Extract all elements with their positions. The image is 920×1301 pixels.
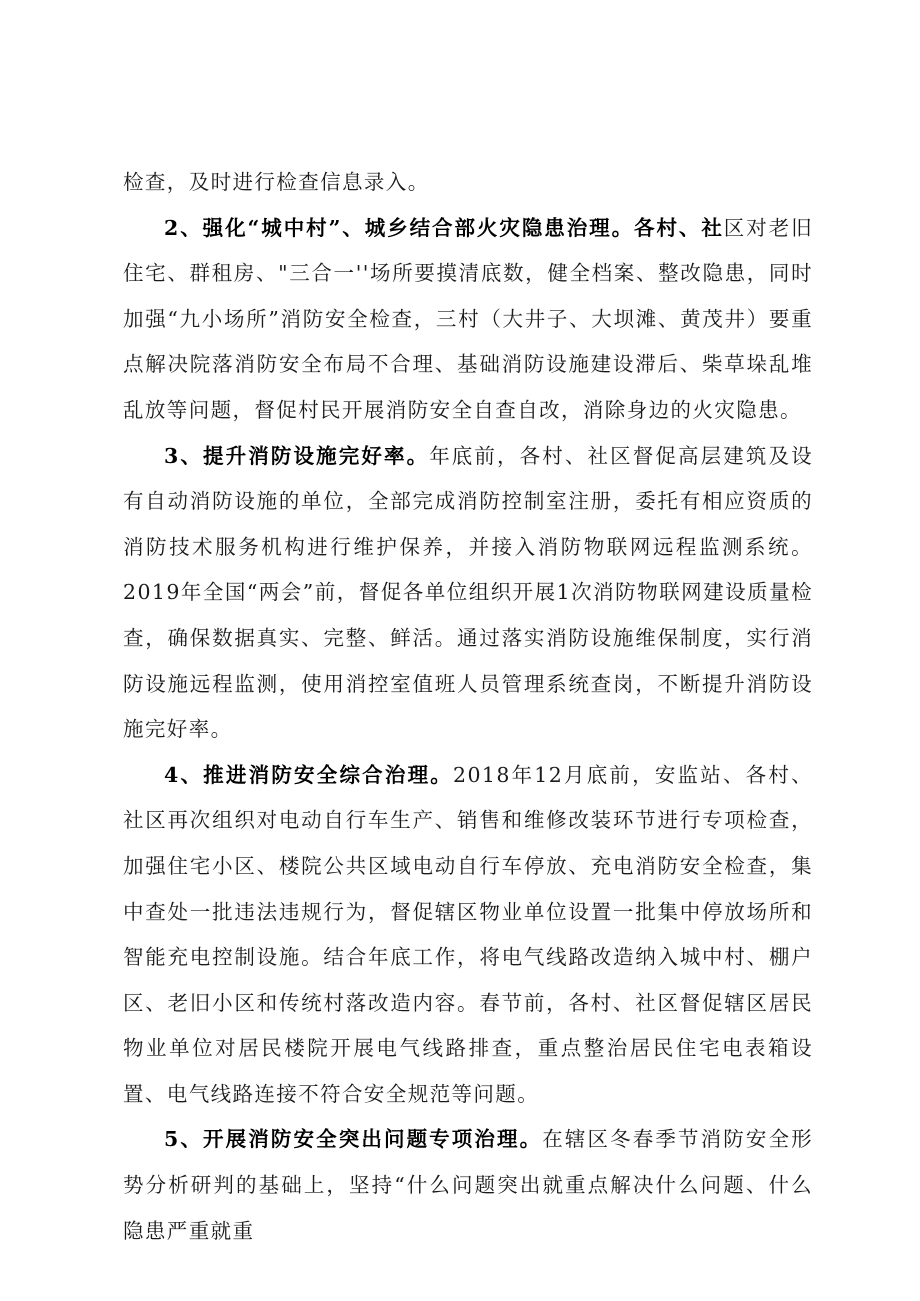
paragraph-4-lead: 4、推进消防安全综合治理。 [164,762,453,787]
paragraph-5 [123,1117,813,1254]
paragraph-2-text: 区对老旧住宅、群租房、"三合一''场所要摸清底数，健全档案、整改隐患，同时加强“九小场所”消防安全检查，三村（大井子、大坝滩、黄茂井）要重点解决院落消防安全布局不合理、基础消防设施建设滞后、柴草垛乱堆乱放等问题，督促村民开展消防安全自查自改，消除身边的火灾隐患。 [123,215,813,422]
document-body [123,160,813,1254]
paragraph-1 [123,160,813,206]
paragraph-3-lead: 3、提升消防设施完好率。 [164,443,430,468]
paragraph-4-text: 2018年12月底前，安监站、各村、社区再次组织对电动自行车生产、销售和维修改装环节进行专项检查，加强住宅小区、楼院公共区域电动自行车停放、充电消防安全检查，集中查处一批违法违规行为，督促辖区物业单位设置一批集中停放场所和智能充电控制设施。结合年底工作，将电气线路改造纳入城中村、棚户区、老旧小区和传统村落改造内容。春节前，各村、社区督促辖区居民物业单位对居民楼院开展电气线路排查，重点整治居民住宅电表箱设置、电气线路连接不符合安全规范等问题。 [123,762,813,1106]
paragraph-5-text: 在辖区冬春季节消防安全形势分析研判的基础上，坚持“什么问题突出就重点解决什么问题、什么隐患严重就重 [123,1127,813,1243]
paragraph-2 [123,206,813,434]
paragraph-2-lead: 2、强化“城中村”、城乡结合部火灾隐患治理。各村、社 [164,215,724,240]
paragraph-3 [123,434,813,753]
paragraph-4 [123,753,813,1118]
paragraph-5-lead: 5、开展消防安全突出问题专项治理。 [164,1127,543,1152]
paragraph-3-text: 年底前，各村、社区督促高层建筑及设有自动消防设施的单位，全部完成消防控制室注册，委托有相应资质的消防技术服务机构进行维护保养，并接入消防物联网远程监测系统。2019年全国“两会”前，督促各单位组织开展1次消防物联网建设质量检查，确保数据真实、完整、鲜活。通过落实消防设施维保制度，实行消防设施远程监测，使用消控室值班人员管理系统查岗，不断提升消防设施完好率。 [123,443,813,742]
paragraph-1-text: 检查，及时进行检查信息录入。 [123,170,430,194]
